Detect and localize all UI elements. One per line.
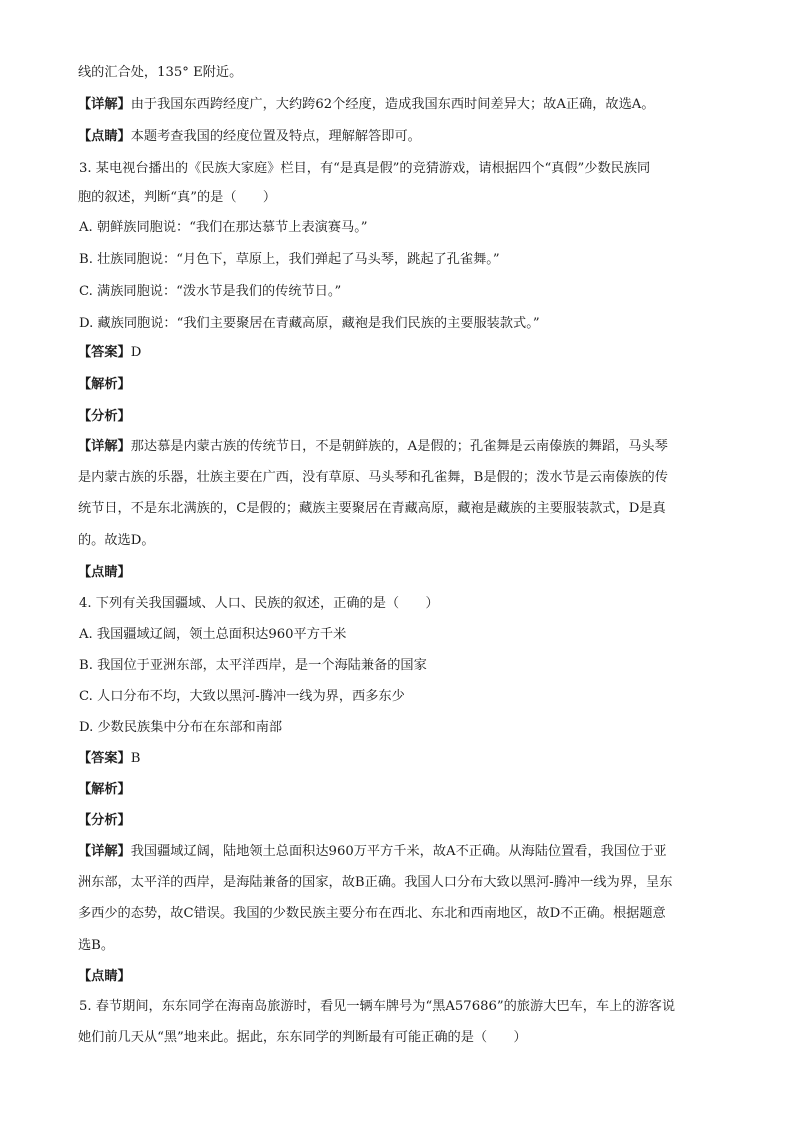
tip-line	[78, 968, 131, 986]
text-line: 她们前几天从“黑”地来此。据此，东东同学的判断最有可能正确的是（ ）	[78, 1030, 527, 1045]
section-tag: 【点睛】	[78, 969, 131, 984]
text-line: 选B。	[78, 938, 115, 953]
detail-line: 【详解】那达慕是内蒙古族的传统节日，不是朝鲜族的，A是假的；孔雀舞是云南傣族的舞蹈，马头琴	[78, 439, 668, 454]
section-tag: 【点睛】	[78, 565, 131, 580]
section-tag: 【解析】	[78, 782, 131, 797]
answer-line: 【答案】D	[78, 345, 142, 360]
text-line: 统节日，不是东北满族的，C是假的；藏族主要聚居在青藏高原，藏袍是藏族的主要服装款式，D是真	[78, 501, 666, 516]
analysis-line	[78, 781, 131, 799]
section-tag: 【详解】	[78, 439, 131, 454]
option-a: A. 朝鲜族同胞说：“我们在那达慕节上表演赛马。”	[79, 220, 368, 235]
question-4: 4. 下列有关我国疆域、人口、民族的叙述，正确的是（ ）	[79, 596, 439, 611]
text-line: 线的汇合处，135° E附近。	[78, 65, 243, 80]
tip-line: 【点睛】本题考查我国的经度位置及特点，理解解答即可。	[78, 129, 421, 144]
text-line: 多西少的态势，故C错误。我国的少数民族主要分布在西北、东北和西南地区，故D不正确。根据题意	[78, 906, 666, 921]
option-a: A. 我国疆域辽阔，领土总面积达960平方千米	[79, 627, 347, 642]
analysis-line	[78, 408, 131, 426]
option-c: C. 人口分布不均，大致以黑河-腾冲一线为界，西多东少	[79, 689, 405, 704]
section-tag: 【点睛】	[78, 129, 131, 144]
analysis-line	[78, 376, 131, 394]
section-tag: 【详解】	[78, 844, 131, 859]
detail-line: 【详解】我国疆域辽阔，陆地领土总面积达960万平方千米，故A不正确。从海陆位置看，我国位于亚	[78, 844, 667, 859]
text-line: 洲东部，太平洋的西岸，是海陆兼备的国家，故B正确。我国人口分布大致以黑河-腾冲一线为界，呈东	[78, 875, 673, 890]
section-tag: 【详解】	[78, 97, 131, 112]
analysis-line	[78, 812, 131, 830]
question-5: 5. 春节期间，东东同学在海南岛旅游时，看见一辆车牌号为“黑A57686”的旅游大巴车，车上的游客说	[79, 999, 676, 1014]
question-3: 3. 某电视台播出的《民族大家庭》栏目，有“是真是假”的竞猜游戏，请根据四个“真假”少数民族同	[79, 161, 651, 176]
text-line: 是内蒙古族的乐器，壮族主要在广西，没有草原、马头琴和孔雀舞，B是假的；泼水节是云南傣族的传	[78, 470, 668, 485]
text-line: 的。故选D。	[78, 533, 155, 548]
section-tag: 【分析】	[78, 813, 131, 828]
option-b: B. 壮族同胞说：“月色下，草原上，我们弹起了马头琴，跳起了孔雀舞。”	[79, 252, 500, 267]
tip-line	[78, 564, 131, 582]
text-line: 胞的叙述，判断“真”的是（ ）	[78, 190, 277, 205]
section-tag: 【答案】	[78, 751, 131, 766]
option-b: B. 我国位于亚洲东部，太平洋西岸，是一个海陆兼备的国家	[79, 658, 427, 673]
section-tag: 【分析】	[78, 409, 131, 424]
section-tag: 【答案】	[78, 345, 131, 360]
answer-line: 【答案】B	[78, 751, 141, 766]
section-tag: 【解析】	[78, 377, 131, 392]
detail-line: 【详解】由于我国东西跨经度广，大约跨62个经度，造成我国东西时间差异大；故A正确，故选A。	[78, 97, 655, 112]
option-c: C. 满族同胞说：“泼水节是我们的传统节日。”	[79, 284, 342, 299]
option-d: D. 少数民族集中分布在东部和南部	[79, 720, 283, 735]
option-d: D. 藏族同胞说：“我们主要聚居在青藏高原，藏袍是我们民族的主要服装款式。”	[79, 316, 540, 331]
